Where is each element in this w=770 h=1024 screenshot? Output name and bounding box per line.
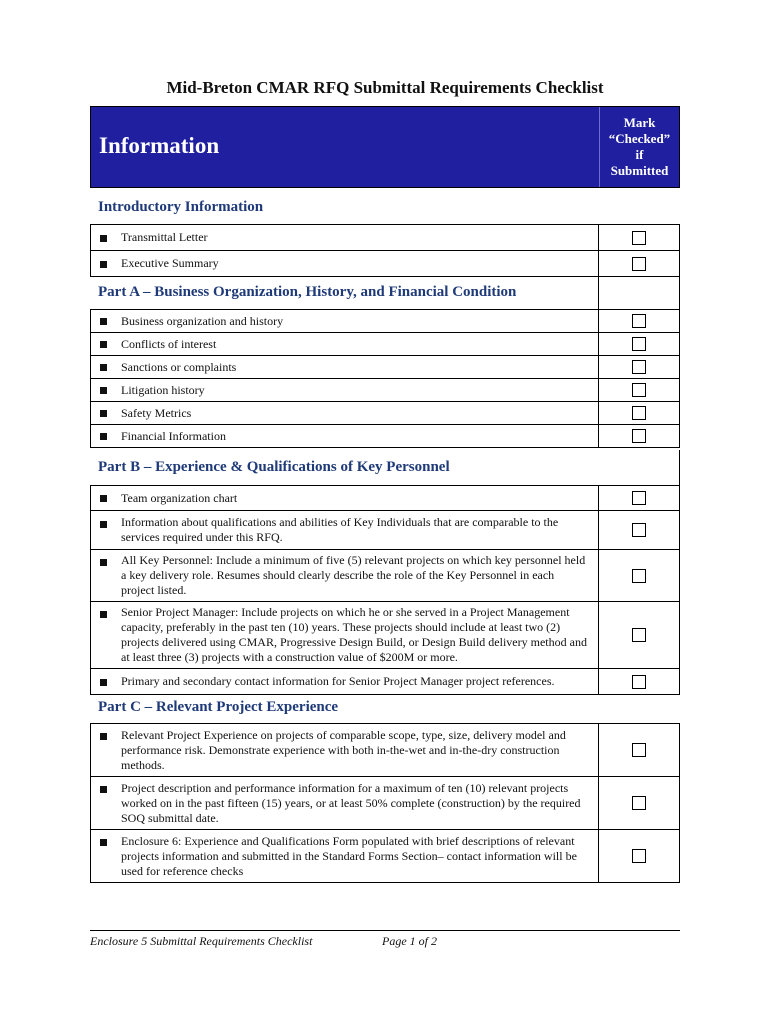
section-title: Introductory Information — [90, 190, 680, 225]
checklist-row — [90, 425, 680, 448]
item-label: Primary and secondary contact information for Senior Project Manager project references. — [121, 674, 555, 688]
checklist-row — [90, 486, 680, 511]
checklist-row — [90, 602, 680, 669]
item-label: Safety Metrics — [121, 405, 192, 420]
item-label: All Key Personnel: Include a minimum of five (5) relevant projects on which key personnel held a key delivery role. Resumes should clearly describe the role of the Key Personnel in each project listed. — [121, 553, 586, 597]
section-part-b — [90, 450, 680, 695]
bullet-icon — [100, 387, 107, 394]
header-title: Information — [99, 133, 220, 158]
checklist-row — [90, 830, 680, 883]
item-label: Team organization chart — [121, 490, 238, 505]
section-part-c — [90, 692, 680, 883]
bullet-icon — [100, 611, 107, 618]
document-title: Mid-Breton CMAR RFQ Submittal Requirements Checklist — [166, 78, 604, 97]
bullet-icon — [100, 495, 107, 502]
footer-divider — [90, 930, 680, 931]
item-label: Relevant Project Experience on projects of comparable scope, type, size, delivery model and performance risk. Demonstrate experience with both in-the-wet and in-the-dry construction methods. — [121, 727, 566, 772]
checklist-row — [90, 333, 680, 356]
bullet-icon — [100, 341, 107, 348]
bullet-icon — [100, 410, 107, 417]
item-label: Enclosure 6: Experience and Qualifications Form populated with brief descriptions of relevant projects information and submitted in the Standard Forms Section– contact information will be used for reference checks — [121, 833, 577, 878]
item-label: Conflicts of interest — [121, 336, 217, 351]
mark-header-line: Mark — [623, 115, 656, 130]
bullet-icon — [100, 521, 107, 528]
checkbox[interactable] — [632, 231, 646, 245]
checkbox[interactable] — [632, 337, 646, 351]
checkbox[interactable] — [632, 491, 646, 505]
checkbox[interactable] — [632, 429, 646, 443]
mark-column-header — [599, 107, 679, 187]
section-title: Part C – Relevant Project Experience — [98, 699, 339, 715]
checkbox[interactable] — [632, 383, 646, 397]
checkbox[interactable] — [632, 796, 646, 810]
item-label: Sanctions or complaints — [121, 359, 237, 374]
checkbox[interactable] — [632, 628, 646, 642]
bullet-icon — [100, 318, 107, 325]
mark-header-line: if — [635, 147, 644, 162]
mark-header-line: Submitted — [610, 163, 669, 178]
bullet-icon — [100, 733, 107, 740]
checkbox[interactable] — [632, 743, 646, 757]
bullet-icon — [100, 235, 107, 242]
checkbox[interactable] — [632, 569, 646, 583]
item-label: Litigation history — [121, 382, 205, 397]
bullet-icon — [100, 786, 107, 793]
checkbox[interactable] — [632, 849, 646, 863]
item-label: Executive Summary — [121, 256, 219, 270]
checklist-row — [90, 402, 680, 425]
checklist-row — [90, 251, 680, 277]
checklist-row — [90, 310, 680, 333]
section-introductory — [90, 190, 680, 277]
section-title: Part B – Experience & Qualifications of Key Personnel — [98, 459, 450, 475]
information-header — [90, 106, 680, 188]
bullet-icon — [100, 679, 107, 686]
checkbox[interactable] — [632, 523, 646, 537]
mark-header-line: “Checked” — [608, 131, 671, 146]
checklist-row — [90, 225, 680, 251]
footer-page-number: Page 1 of 2 — [382, 934, 437, 948]
item-label: Financial Information — [121, 428, 226, 443]
item-label: Information about qualifications and abilities of Key Individuals that are comparable to the services required under this RFQ. — [121, 515, 559, 544]
checklist-row — [90, 777, 680, 830]
checklist-row — [90, 356, 680, 379]
section-title: Part A – Business Organization, History, and Financial Condition — [98, 284, 517, 300]
bullet-icon — [100, 261, 107, 268]
checklist-row — [90, 511, 680, 550]
checkbox[interactable] — [632, 257, 646, 271]
item-label: Business organization and history — [121, 313, 284, 328]
checkbox[interactable] — [632, 314, 646, 328]
bullet-icon — [100, 839, 107, 846]
item-label: Senior Project Manager: Include projects on which he or she served in a Project Management capacity, preferably in the past ten (10) years. These projects should include at least two (2) projects delivered using CMAR, Progressive Design Build, or Design Build delivery method and at least three (3) projects with a construction value of $200M or more. — [121, 605, 587, 664]
item-label: Transmittal Letter — [121, 230, 208, 244]
item-label: Project description and performance information for a maximum of ten (10) relevant projects worked on in the past fifteen (15) years, or at least 50% complete (construction) by the required SOQ submittal date. — [121, 780, 581, 825]
section-part-a — [90, 276, 680, 448]
bullet-icon — [100, 559, 107, 566]
checklist-row — [90, 550, 680, 602]
footer-document-name: Enclosure 5 Submittal Requirements Checklist — [90, 934, 313, 948]
checkbox[interactable] — [632, 360, 646, 374]
checkbox[interactable] — [632, 675, 646, 689]
bullet-icon — [100, 433, 107, 440]
checklist-row — [90, 724, 680, 777]
checklist-row — [90, 379, 680, 402]
bullet-icon — [100, 364, 107, 371]
checkbox[interactable] — [632, 406, 646, 420]
